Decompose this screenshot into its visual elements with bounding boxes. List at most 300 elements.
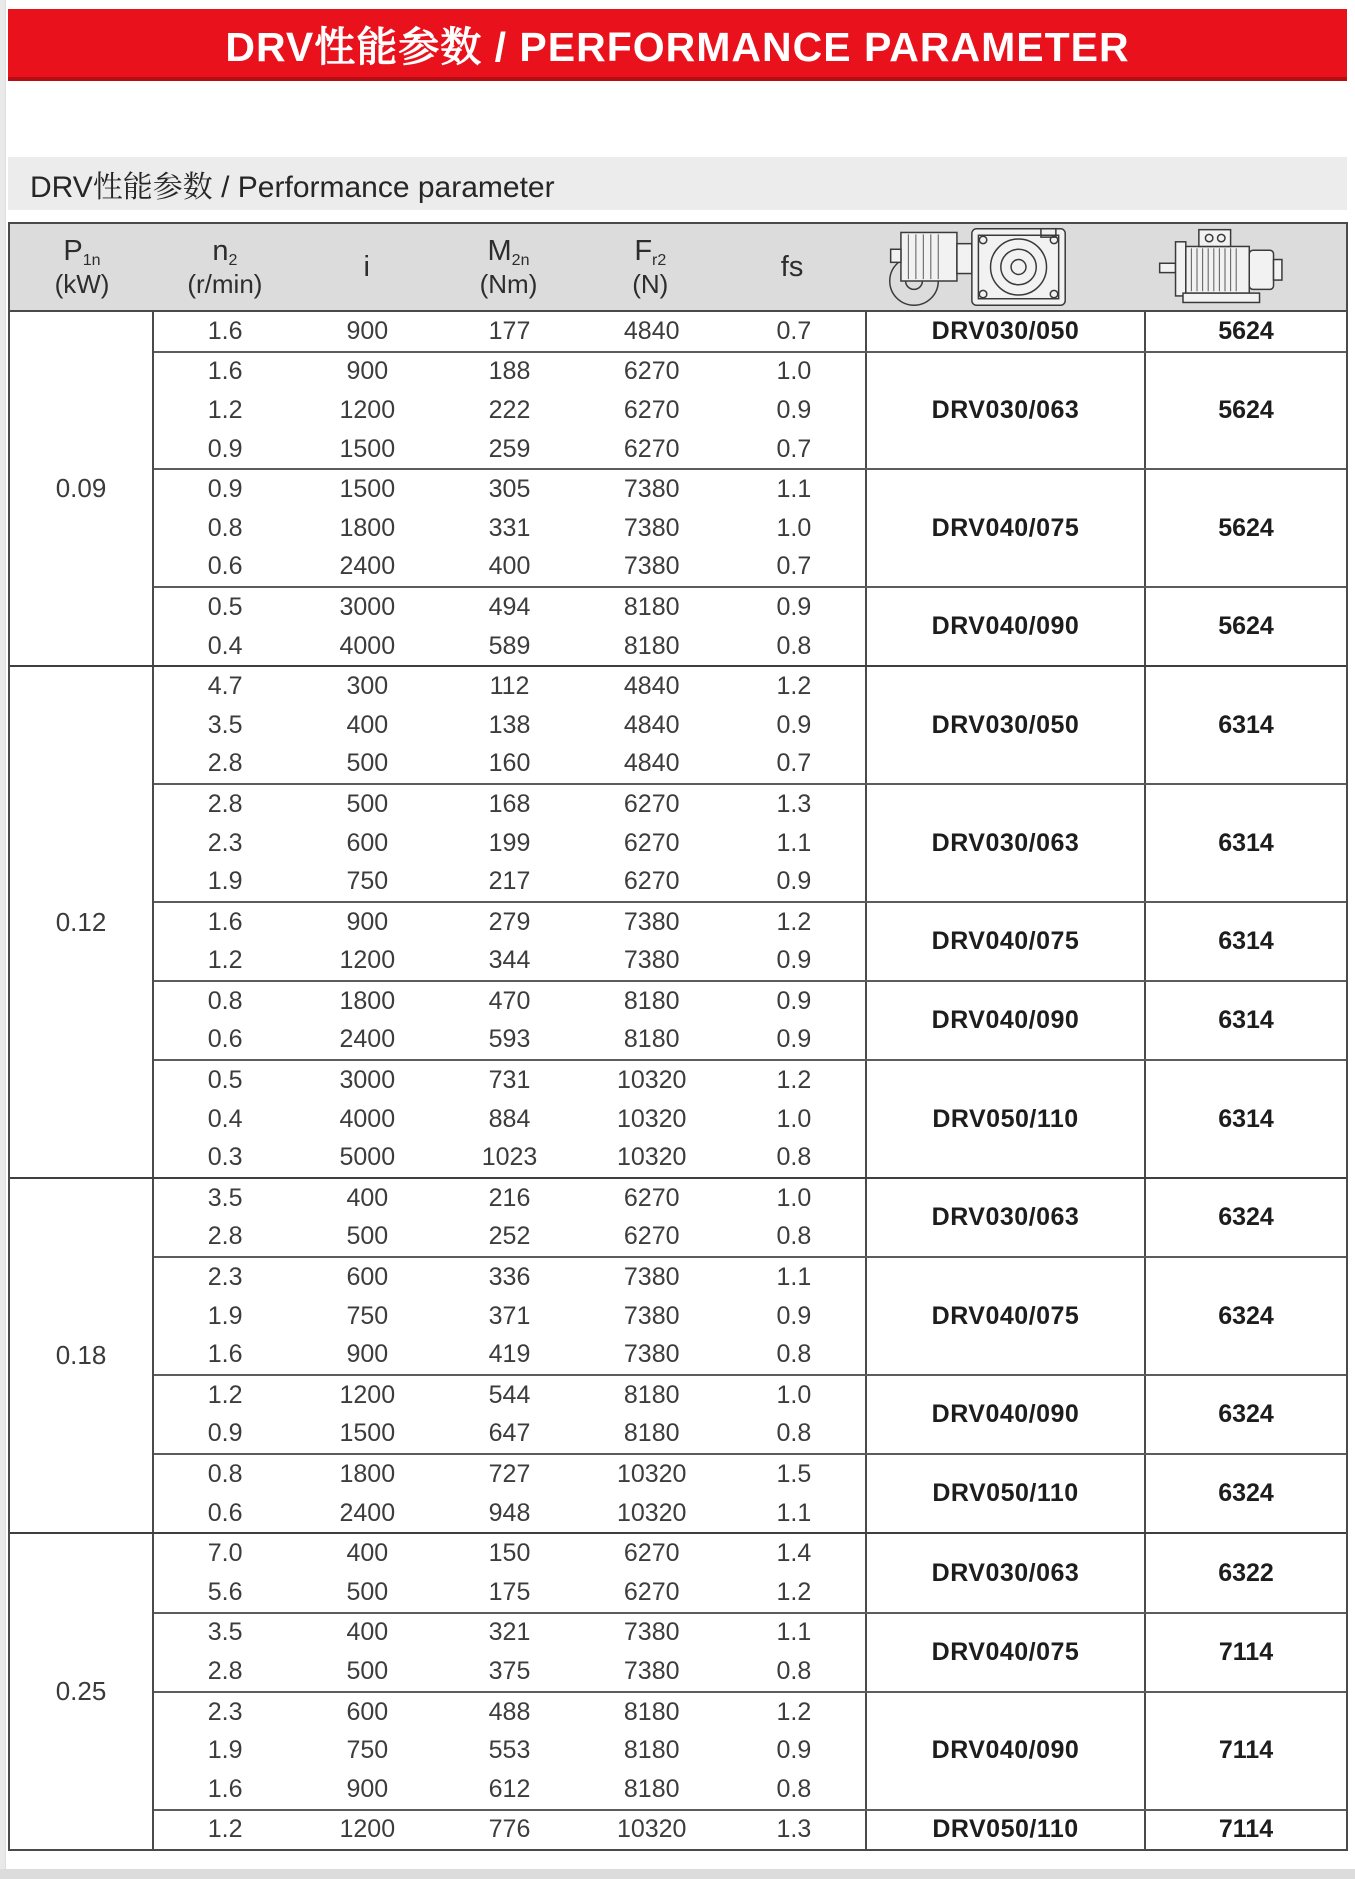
value-cell: 1.6 — [207, 907, 243, 936]
value-cell: 2.3 — [207, 1263, 243, 1292]
value-cell: 7380 — [623, 946, 680, 975]
value-cell: 8180 — [623, 631, 680, 660]
value-cell: 900 — [346, 1774, 389, 1803]
value-cell: 1.3 — [776, 789, 812, 818]
value-cell: 1.2 — [776, 907, 812, 936]
table-row — [154, 1614, 865, 1653]
value-cell: 5000 — [339, 1143, 396, 1172]
data-rows — [154, 667, 865, 783]
value-cell: 375 — [488, 1656, 531, 1685]
model-group — [154, 1374, 1346, 1453]
value-cell: 4000 — [339, 1104, 396, 1133]
value-cell: 0.7 — [776, 749, 812, 778]
value-cell: 3000 — [339, 1066, 396, 1095]
table-row — [154, 353, 865, 392]
value-cell: 10320 — [616, 1498, 687, 1527]
value-cell: 400 — [346, 710, 389, 739]
value-cell: 2.8 — [207, 749, 243, 778]
gearbox-model: DRV030/063 — [865, 785, 1146, 901]
value-cell: 900 — [346, 1340, 389, 1369]
value-cell: 1.1 — [776, 1263, 812, 1292]
table-row — [154, 1731, 865, 1770]
value-cell: 1.1 — [776, 475, 812, 504]
table-row — [154, 430, 865, 469]
value-cell: 6270 — [623, 1183, 680, 1212]
value-cell: 1023 — [481, 1143, 538, 1172]
value-cell: 1200 — [339, 1380, 396, 1409]
value-cell: 884 — [488, 1104, 531, 1133]
power-section — [10, 665, 1346, 1177]
column-header: $M_{2n}$ (Nm) — [479, 234, 538, 299]
table-row — [154, 1573, 865, 1612]
value-cell: 331 — [488, 513, 531, 542]
gearbox-model: DRV030/063 — [865, 353, 1146, 469]
value-cell: 1.2 — [776, 1066, 812, 1095]
value-cell: 7380 — [623, 1618, 680, 1647]
value-cell: 0.9 — [776, 710, 812, 739]
value-cell: 0.8 — [776, 1419, 812, 1448]
value-cell: 0.8 — [207, 1460, 243, 1489]
value-cell: 252 — [488, 1222, 531, 1251]
value-cell: 8180 — [623, 986, 680, 1015]
value-cell: 1.0 — [776, 513, 812, 542]
motor-code: 6314 — [1218, 1006, 1274, 1035]
motor-code: 6322 — [1218, 1558, 1274, 1587]
value-cell: 750 — [346, 1736, 389, 1765]
data-rows — [154, 470, 865, 586]
value-cell: 0.9 — [207, 1419, 243, 1448]
value-cell: 7380 — [623, 1263, 680, 1292]
data-rows — [154, 312, 865, 351]
value-cell: 1.2 — [776, 672, 812, 701]
value-cell: 0.6 — [207, 1498, 243, 1527]
value-cell: 0.5 — [207, 592, 243, 621]
value-cell: 500 — [346, 1656, 389, 1685]
table-row — [154, 1021, 865, 1060]
page-title: DRV性能参数 / PERFORMANCE PARAMETER — [225, 23, 1130, 70]
value-cell: 0.9 — [776, 1301, 812, 1330]
value-cell: 400 — [488, 552, 531, 581]
value-cell: 600 — [346, 828, 389, 857]
model-group — [154, 312, 1346, 351]
value-cell: 2.8 — [207, 789, 243, 818]
value-cell: 8180 — [623, 1736, 680, 1765]
table-row — [154, 942, 865, 981]
value-cell: 1500 — [339, 475, 396, 504]
value-cell: 8180 — [623, 592, 680, 621]
value-cell: 279 — [488, 907, 531, 936]
value-cell: 400 — [346, 1183, 389, 1212]
value-cell: 0.4 — [207, 1104, 243, 1133]
motor-code: 6314 — [1218, 828, 1274, 857]
power-value: 0.18 — [10, 1179, 154, 1532]
value-cell: 0.5 — [207, 1066, 243, 1095]
value-cell: 1.0 — [776, 1183, 812, 1212]
value-cell: 544 — [488, 1380, 531, 1409]
value-cell: 900 — [346, 357, 389, 386]
data-rows — [154, 588, 865, 665]
value-cell: 1.3 — [776, 1815, 812, 1844]
data-rows — [154, 1614, 865, 1691]
data-rows — [154, 903, 865, 980]
value-cell: 727 — [488, 1460, 531, 1489]
model-group — [154, 1059, 1346, 1177]
table-row — [154, 1770, 865, 1809]
value-cell: 500 — [346, 1577, 389, 1606]
gearbox-model: DRV040/075 — [865, 1614, 1146, 1691]
gearbox-model: DRV040/090 — [865, 1376, 1146, 1453]
subtitle-text: DRV性能参数 / Performance parameter — [30, 170, 555, 204]
motor-code: 6314 — [1218, 927, 1274, 955]
power-section — [10, 312, 1346, 665]
table-row — [154, 862, 865, 901]
value-cell: 4000 — [339, 631, 396, 660]
page-edge-bottom — [0, 1869, 1355, 1879]
value-cell: 400 — [346, 1539, 389, 1568]
value-cell: 1.0 — [776, 357, 812, 386]
value-cell: 1.9 — [207, 1736, 243, 1765]
value-cell: 150 — [488, 1539, 531, 1568]
value-cell: 553 — [488, 1736, 531, 1765]
gearbox-model: DRV040/090 — [865, 588, 1146, 665]
value-cell: 776 — [488, 1815, 531, 1844]
value-cell: 1.1 — [776, 1618, 812, 1647]
value-cell: 1.6 — [207, 1340, 243, 1369]
data-rows — [154, 1258, 865, 1374]
gearbox-model: DRV040/075 — [865, 470, 1146, 586]
gearbox-model: DRV030/063 — [865, 1534, 1146, 1611]
value-cell: 900 — [346, 907, 389, 936]
motor-code: 6324 — [1218, 1203, 1274, 1232]
table-row — [154, 470, 865, 509]
value-cell: 0.9 — [776, 1025, 812, 1054]
model-group — [154, 1809, 1346, 1850]
table-row — [154, 706, 865, 745]
value-cell: 0.9 — [776, 1736, 812, 1765]
value-cell: 750 — [346, 867, 389, 896]
data-rows — [154, 1179, 865, 1256]
data-rows — [154, 1811, 865, 1850]
table-row — [154, 903, 865, 942]
value-cell: 1.2 — [207, 946, 243, 975]
value-cell: 138 — [488, 710, 531, 739]
value-cell: 4840 — [623, 316, 680, 345]
table-row — [154, 391, 865, 430]
model-group — [154, 1256, 1346, 1374]
table-row — [154, 1415, 865, 1454]
value-cell: 6270 — [623, 1577, 680, 1606]
motor-header-cell — [1105, 224, 1347, 310]
value-cell: 10320 — [616, 1066, 687, 1095]
motor-code: 6314 — [1218, 1104, 1274, 1133]
table-row — [154, 1138, 865, 1177]
value-cell: 1.0 — [776, 1104, 812, 1133]
value-cell: 1.9 — [207, 1301, 243, 1330]
value-cell: 0.8 — [776, 631, 812, 660]
model-group — [154, 980, 1346, 1059]
value-cell: 8180 — [623, 1774, 680, 1803]
model-groups — [154, 312, 1346, 665]
value-cell: 470 — [488, 986, 531, 1015]
value-cell: 1.6 — [207, 1774, 243, 1803]
value-cell: 1200 — [339, 1815, 396, 1844]
value-cell: 0.9 — [207, 434, 243, 463]
data-rows — [154, 1455, 865, 1532]
data-rows — [154, 1693, 865, 1809]
value-cell: 1.9 — [207, 867, 243, 896]
value-cell: 6270 — [623, 1539, 680, 1568]
value-cell: 1.2 — [207, 395, 243, 424]
gearbox-model: DRV040/075 — [865, 903, 1146, 980]
value-cell: 0.8 — [776, 1340, 812, 1369]
value-cell: 900 — [346, 316, 389, 345]
value-cell: 6270 — [623, 1222, 680, 1251]
value-cell: 4840 — [623, 710, 680, 739]
value-cell: 112 — [489, 672, 530, 701]
model-group — [154, 1534, 1346, 1611]
value-cell: 1.2 — [776, 1697, 812, 1726]
value-cell: 1.1 — [776, 828, 812, 857]
value-cell: 6270 — [623, 357, 680, 386]
value-cell: 7380 — [623, 1656, 680, 1685]
value-cell: 6270 — [623, 434, 680, 463]
value-cell: 4840 — [623, 672, 680, 701]
value-cell: 10320 — [616, 1460, 687, 1489]
value-cell: 1800 — [339, 1460, 396, 1489]
value-cell: 0.7 — [776, 434, 812, 463]
value-cell: 6270 — [623, 395, 680, 424]
value-cell: 0.7 — [776, 552, 812, 581]
value-cell: 0.4 — [207, 631, 243, 660]
value-cell: 0.8 — [776, 1222, 812, 1251]
model-groups — [154, 1179, 1346, 1532]
value-cell: 0.7 — [776, 316, 812, 345]
column-header: $P_{1n}$ (kW) — [54, 234, 110, 299]
value-cell: 1800 — [339, 986, 396, 1015]
gearbox-model: DRV040/090 — [865, 1693, 1146, 1809]
model-groups — [154, 667, 1346, 1177]
value-cell: 600 — [346, 1697, 389, 1726]
value-cell: 0.6 — [207, 552, 243, 581]
value-cell: 1.0 — [776, 1380, 812, 1409]
motor-code: 6324 — [1218, 1301, 1274, 1330]
value-cell: 948 — [488, 1498, 531, 1527]
value-cell: 5.6 — [207, 1577, 243, 1606]
value-cell: 7380 — [623, 907, 680, 936]
value-cell: 731 — [488, 1066, 531, 1095]
value-cell: 0.9 — [776, 592, 812, 621]
value-cell: 0.8 — [776, 1143, 812, 1172]
table-row — [154, 1494, 865, 1533]
table-row — [154, 627, 865, 666]
value-cell: 4840 — [623, 749, 680, 778]
data-rows — [154, 1534, 865, 1611]
value-cell: 2400 — [339, 1498, 396, 1527]
value-cell: 0.9 — [776, 946, 812, 975]
gearbox-model: DRV050/110 — [865, 1061, 1146, 1177]
gearbox-model: DRV050/110 — [865, 1455, 1146, 1532]
motor-code: 6324 — [1218, 1400, 1274, 1429]
motor-code: 6314 — [1218, 710, 1274, 739]
model-group — [154, 783, 1346, 901]
value-cell: 0.8 — [207, 513, 243, 542]
motor-code: 7114 — [1218, 1815, 1274, 1844]
table-header-cells — [10, 224, 863, 310]
value-cell: 336 — [488, 1263, 531, 1292]
value-cell: 1.6 — [207, 357, 243, 386]
value-cell: 168 — [488, 789, 531, 818]
table-row — [154, 1061, 865, 1100]
value-cell: 217 — [488, 867, 531, 896]
model-group — [154, 351, 1346, 469]
value-cell: 647 — [488, 1419, 531, 1448]
gearbox-model: DRV040/090 — [865, 982, 1146, 1059]
value-cell: 419 — [488, 1340, 531, 1369]
value-cell: 6270 — [623, 828, 680, 857]
model-group — [154, 1179, 1346, 1256]
motor-code: 7114 — [1218, 1736, 1274, 1765]
value-cell: 0.3 — [207, 1143, 243, 1172]
value-cell: 3.5 — [207, 710, 243, 739]
table-row — [154, 588, 865, 627]
value-cell: 1.2 — [207, 1380, 243, 1409]
data-rows — [154, 1376, 865, 1453]
gearbox-model: DRV030/050 — [865, 667, 1146, 783]
value-cell: 160 — [488, 749, 531, 778]
model-group — [154, 1612, 1346, 1691]
value-cell: 216 — [488, 1183, 531, 1212]
power-section — [10, 1532, 1346, 1849]
motor-icon — [1150, 225, 1300, 309]
table-row — [154, 1455, 865, 1494]
value-cell: 3.5 — [207, 1618, 243, 1647]
value-cell: 7380 — [623, 1301, 680, 1330]
value-cell: 8180 — [623, 1025, 680, 1054]
value-cell: 2.3 — [207, 1697, 243, 1726]
table-header — [10, 224, 1346, 312]
table-row — [154, 1100, 865, 1139]
value-cell: 3.5 — [207, 1183, 243, 1212]
value-cell: 593 — [488, 1025, 531, 1054]
value-cell: 7.0 — [207, 1539, 243, 1568]
value-cell: 0.8 — [207, 986, 243, 1015]
value-cell: 500 — [346, 1222, 389, 1251]
value-cell: 2400 — [339, 552, 396, 581]
value-cell: 7380 — [623, 1340, 680, 1369]
model-group — [154, 901, 1346, 980]
gearbox-model: DRV040/075 — [865, 1258, 1146, 1374]
table-row — [154, 785, 865, 824]
model-group — [154, 667, 1346, 783]
value-cell: 1200 — [339, 946, 396, 975]
table-row — [154, 548, 865, 587]
value-cell: 175 — [488, 1577, 531, 1606]
value-cell: 177 — [488, 316, 531, 345]
value-cell: 0.9 — [776, 395, 812, 424]
value-cell: 300 — [346, 672, 389, 701]
value-cell: 259 — [488, 434, 531, 463]
table-row — [154, 1652, 865, 1691]
value-cell: 1800 — [339, 513, 396, 542]
value-cell: 7380 — [623, 475, 680, 504]
power-value: 0.25 — [10, 1534, 154, 1849]
table-row — [154, 1179, 865, 1218]
table-row — [154, 509, 865, 548]
value-cell: 400 — [346, 1618, 389, 1647]
value-cell: 612 — [488, 1774, 531, 1803]
gearbox-header-cell — [863, 224, 1105, 310]
value-cell: 8180 — [623, 1419, 680, 1448]
value-cell: 1.2 — [776, 1577, 812, 1606]
value-cell: 2.8 — [207, 1222, 243, 1251]
motor-code: 7114 — [1218, 1637, 1274, 1666]
model-group — [154, 1691, 1346, 1809]
value-cell: 1.4 — [776, 1539, 812, 1568]
value-cell: 371 — [488, 1301, 531, 1330]
value-cell: 8180 — [623, 1697, 680, 1726]
power-value: 0.12 — [10, 667, 154, 1177]
value-cell: 0.8 — [776, 1774, 812, 1803]
value-cell: 1200 — [339, 395, 396, 424]
table-row — [154, 745, 865, 784]
column-header: $n_2$ (r/min) — [187, 234, 263, 299]
model-group — [154, 586, 1346, 665]
column-header: i — [363, 250, 370, 283]
value-cell: 750 — [346, 1301, 389, 1330]
table-row — [154, 982, 865, 1021]
value-cell: 188 — [488, 357, 531, 386]
table-row — [154, 1297, 865, 1336]
power-value: 0.09 — [10, 312, 154, 665]
value-cell: 494 — [488, 592, 531, 621]
table-row — [154, 824, 865, 863]
data-rows — [154, 1061, 865, 1177]
value-cell: 0.8 — [776, 1656, 812, 1685]
value-cell: 0.6 — [207, 1025, 243, 1054]
value-cell: 3000 — [339, 592, 396, 621]
table-row — [154, 1534, 865, 1573]
value-cell: 222 — [488, 395, 531, 424]
value-cell: 10320 — [616, 1104, 687, 1133]
value-cell: 305 — [488, 475, 531, 504]
page-edge-left — [0, 0, 6, 1879]
value-cell: 2.8 — [207, 1656, 243, 1685]
value-cell: 589 — [488, 631, 531, 660]
value-cell: 1500 — [339, 434, 396, 463]
motor-code: 5624 — [1218, 316, 1274, 345]
data-rows — [154, 785, 865, 901]
value-cell: 0.9 — [776, 986, 812, 1015]
value-cell: 1500 — [339, 1419, 396, 1448]
table-row — [154, 1376, 865, 1415]
table-row — [154, 1335, 865, 1374]
value-cell: 500 — [346, 789, 389, 818]
value-cell: 7380 — [623, 552, 680, 581]
model-group — [154, 1453, 1346, 1532]
value-cell: 344 — [488, 946, 531, 975]
column-header: $F_{r2}$ (N) — [632, 234, 669, 299]
motor-code: 6324 — [1218, 1479, 1274, 1508]
gearbox-model: DRV050/110 — [865, 1811, 1146, 1850]
worm-gearbox-icon — [879, 225, 1089, 309]
value-cell: 1.6 — [207, 316, 243, 345]
value-cell: 7380 — [623, 513, 680, 542]
value-cell: 2400 — [339, 1025, 396, 1054]
model-groups — [154, 1534, 1346, 1849]
value-cell: 10320 — [616, 1815, 687, 1844]
value-cell: 500 — [346, 749, 389, 778]
data-rows — [154, 982, 865, 1059]
